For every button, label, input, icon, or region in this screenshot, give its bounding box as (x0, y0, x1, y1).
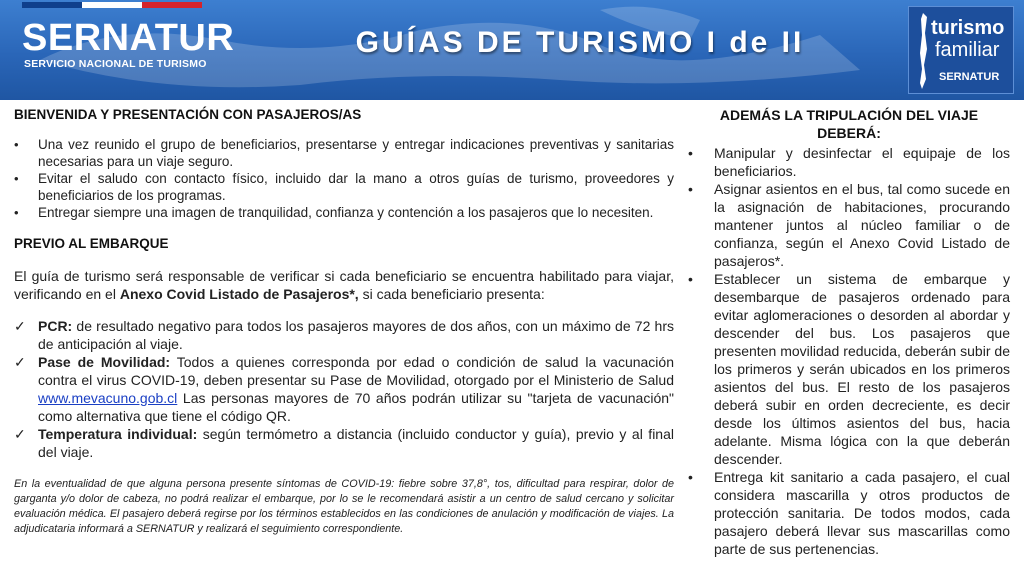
check-icon: ✓ (14, 426, 26, 442)
chile-flag-stripe (22, 2, 202, 8)
intro-text: El guía de turismo será responsable de verificar si cada beneficiario se encuentra habilitado para viajar, verificando en el (14, 268, 674, 302)
mevacuno-link[interactable]: www.mevacuno.gob.cl (38, 390, 178, 406)
covid-note: En la eventualidad de que alguna persona presente síntomas de COVID-19: fiebre sobre 37,8°, tos, dificultad para respirar, dolor de garganta y/o dolor de cabeza, no podrá realizar el embarque, por lo se le recomendará asistir a un centro de salud cercano y solicitar evaluación médica. El pasajero deberá regirse por los términos establecidos en las condiciones de anulación y modificación de viajes. La adjudicataria informará a SERNATUR y realizará el seguimiento correspondiente. (14, 478, 674, 535)
turismo-familiar-badge (908, 6, 1014, 94)
sernatur-logo: SERNATUR (22, 17, 235, 59)
pase-label: Pase de Movilidad: (38, 354, 171, 370)
temp-label: Temperatura individual: (38, 426, 198, 442)
check-icon: ✓ (14, 318, 26, 334)
list-item: • Manipular y desinfectar el equipaje de los beneficiarios. (688, 144, 1010, 180)
section-title-bienvenida: BIENVENIDA Y PRESENTACIÓN CON PASAJEROS/AS (14, 107, 362, 122)
left-column (14, 106, 674, 537)
pcr-label: PCR: (38, 318, 73, 334)
temp-text: según termómetro a distancia (incluido conductor y guía), previo y al final del viaje. (38, 426, 674, 460)
intro-text-end: si cada beneficiario presenta: (358, 286, 545, 302)
sernatur-logo-subtitle: SERVICIO NACIONAL DE TURISMO (24, 58, 207, 70)
pcr-text: de resultado negativo para todos los pasajeros mayores de dos años, con un máximo de 72 hrs de anticipación al viaje. (38, 318, 674, 352)
list-item: • Entrega kit sanitario a cada pasajero, el cual considera mascarilla y otros productos de protección sanitaria. De todos modos, cada pasajero deberá llevar sus mascarillas como parte de sus pertenencias. (688, 468, 1010, 558)
right-column (688, 106, 1010, 558)
badge-line-1: turismo (931, 17, 1005, 39)
page-title: GUÍAS DE TURISMO I de II (355, 26, 805, 59)
requirement-temperatura (14, 425, 674, 461)
badge-line-2: familiar (935, 39, 1000, 61)
section-title-tripulacion: ADEMÁS LA TRIPULACIÓN DEL VIAJE DEBERÁ: (719, 107, 979, 141)
list-item: • Establecer un sistema de embarque y desembarque de pasajeros ordenado para evitar aglomeraciones o desorden al abordar y descender del bus. Los pasajeros que presenten movilidad reducida, deberán subir de los primeros y serán ubicados en los primeros asientos del bus. El resto de los pasajeros deberá subir en orden decreciente, es decir desde los últimos asientos del bus, hacia adelante. Misma lógica con la que deberán descender. (688, 270, 1010, 468)
pase-text: Todos a quienes corresponda por edad o condición de salud la vacunación contra el virus COVID-19, deben presentar su Pase de Movilidad, otorgado por el Ministerio de Salud (38, 354, 674, 388)
pase-text-end: Las personas mayores de 70 años podrán utilizar su "tarjeta de vacunación" como alternativa que tiene el código QR. (38, 390, 674, 424)
chile-map-icon (917, 13, 931, 89)
tripulacion-list (688, 144, 1010, 558)
list-item: • Una vez reunido el grupo de beneficiarios, presentarse y entregar indicaciones preventivas y sanitarias necesarias para un viaje seguro. (14, 136, 674, 170)
intro-paragraph (14, 267, 674, 303)
section-title-previo: PREVIO AL EMBARQUE (14, 236, 169, 251)
bienvenida-list (14, 136, 674, 221)
list-item: • Entregar siempre una imagen de tranquilidad, confianza y contención a los pasajeros que lo necesiten. (14, 204, 674, 221)
check-icon: ✓ (14, 354, 26, 370)
header-banner (0, 0, 1024, 100)
list-item: • Asignar asientos en el bus, tal como sucede en la asignación de habitaciones, procurando mantener juntos al núcleo familiar o de confianza, según el Anexo Covid Listado de pasajeros*. (688, 180, 1010, 270)
requirement-pase (14, 353, 674, 425)
intro-bold: Anexo Covid Listado de Pasajeros*, (119, 286, 359, 302)
requirement-pcr (14, 317, 674, 353)
badge-line-3: SERNATUR (939, 71, 1000, 83)
requirements-list (14, 317, 674, 461)
list-item: • Evitar el saludo con contacto físico, incluido dar la mano a otros guías de turismo, proveedores y beneficiarios de los programas. (14, 170, 674, 204)
